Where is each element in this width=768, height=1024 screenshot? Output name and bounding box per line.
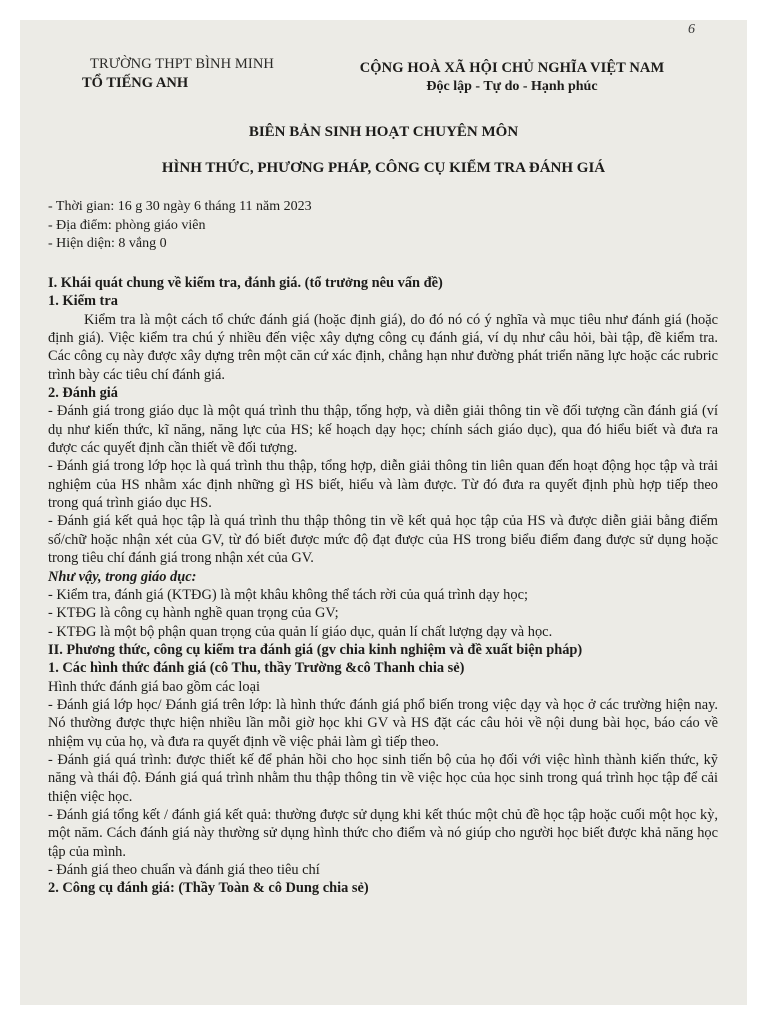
conclusion-item: - KTĐG là một bộ phận quan trọng của quản lí giáo dục, quản lí chất lượng dạy và học. bbox=[48, 623, 553, 640]
section-2-heading: II. Phương thức, công cụ kiểm tra đánh giá (gv chia kinh nghiệm và đề xuất biện pháp) bbox=[48, 641, 583, 658]
section-1-1-text: Kiểm tra là một cách tổ chức đánh giá (hoặc định giá), do đó nó có ý nghĩa và mục tiêu như đánh giá (hoặc định giá). Việc kiểm tra chú ý nhiều đến việc xây dựng công cụ đánh giá, ví dụ như câu hỏi, bài tập, đề kiểm tra. Các công cụ này được xây dựng trên một căn cứ xác định, chẳng hạn như đường phát triển năng lực hoặc các rubric trình bày các tiêu chí đánh giá. bbox=[48, 311, 718, 383]
document-header bbox=[20, 56, 747, 126]
national-motto: Độc lập - Tự do - Hạnh phúc bbox=[426, 79, 598, 94]
document-title: BIÊN BẢN SINH HOẠT CHUYÊN MÔN bbox=[248, 124, 519, 140]
section-1-1-heading: 1. Kiểm tra bbox=[48, 293, 118, 310]
section-1-2-paragraph: - Đánh giá trong giáo dục là một quá trình thu thập, tổng hợp, và diễn giải thông tin về đối tượng cần đánh giá (ví dụ như kiến thức, kĩ năng, năng lực của HS; kế hoạch dạy học; chính sách giáo dục), qua đó hiểu biết và đưa ra được các quyết định cần thiết về đối tượng. bbox=[48, 403, 718, 457]
document-page bbox=[20, 20, 747, 1005]
section-2-2-heading: 2. Công cụ đánh giá: (Thầy Toàn & cô Dung chia sẻ) bbox=[48, 880, 369, 897]
conclusion-heading: Như vậy, trong giáo dục: bbox=[48, 568, 197, 585]
page-number-handwritten: 6 bbox=[688, 22, 695, 37]
section-1-2-paragraph: - Đánh giá trong lớp học là quá trình thu thập, tổng hợp, diễn giải thông tin liên quan đến hoạt động học tập và trải nghiệm của HS nhằm xác định những gì HS biết, hiểu và làm được. Từ đó đưa ra quyết định phù hợp tiếp theo trong quá trình giáo dục HS. bbox=[48, 458, 718, 512]
meeting-time: - Thời gian: 16 g 30 ngày 6 tháng 11 năm 2023 bbox=[48, 199, 312, 214]
section-2-1-paragraph: - Đánh giá tổng kết / đánh giá kết quả: thường được sử dụng khi kết thúc một chủ đề học tập hoặc cuối một học kỳ, một năm. Cách đánh giá này thường sử dụng hình thức cho điểm và nó giúp cho người học biết được khả năng học tập của mình. bbox=[48, 806, 718, 860]
section-2-1-paragraph: - Đánh giá quá trình: được thiết kế để phản hồi cho học sinh tiến bộ của họ đối với việc hình thành kiến thức, kỹ năng và thái độ. Đánh giá quá trình nhằm thu thập thông tin về việc học của học sinh trong quá trình học tập để cải thiện việc học. bbox=[48, 751, 718, 805]
section-1-heading: I. Khái quát chung về kiểm tra, đánh giá. (tổ trưởng nêu vấn đề) bbox=[48, 275, 443, 291]
department-name: TỔ TIẾNG ANH bbox=[82, 75, 189, 91]
section-2-1-paragraph: - Đánh giá lớp học/ Đánh giá trên lớp: là hình thức đánh giá phổ biến trong việc dạy và học ở các trường hiện nay. Nó thường được thực hiện nhiều lần mỗi giờ học khi GV và HS đặt các câu hỏi về nội dung bài học, báo cáo về nhiệm vụ của họ, và đưa ra quyết định về việc phải làm gì tiếp theo. bbox=[48, 696, 718, 750]
meeting-place: - Địa điểm: phòng giáo viên bbox=[48, 217, 206, 233]
section-1-2-paragraph: - Đánh giá kết quả học tập là quá trình thu thập thông tin về kết quả học tập của HS và được diễn giải bằng điểm số/chữ hoặc nhận xét của GV, từ đó biết được mức độ đạt được của HS trong biểu điểm đang được sử dụng hoặc trong tiêu chí đánh giá trong nhận xét của GV. bbox=[48, 513, 718, 567]
document-subtitle: HÌNH THỨC, PHƯƠNG PHÁP, CÔNG CỤ KIỂM TRA ĐÁNH GIÁ bbox=[161, 160, 606, 176]
conclusion-item: - KTĐG là công cụ hành nghề quan trọng của GV; bbox=[48, 605, 339, 622]
section-2-1-intro: Hình thức đánh giá bao gồm các loại bbox=[48, 678, 261, 695]
document-body bbox=[48, 274, 718, 898]
section-2-1-paragraph: - Đánh giá theo chuẩn và đánh giá theo tiêu chí bbox=[48, 862, 320, 878]
conclusion-item: - Kiểm tra, đánh giá (KTĐG) là một khâu không thể tách rời của quá trình dạy học; bbox=[48, 586, 528, 603]
school-name: TRƯỜNG THPT BÌNH MINH bbox=[89, 56, 274, 72]
meeting-attendance: - Hiện diện: 8 vắng 0 bbox=[48, 236, 167, 251]
national-title: CỘNG HOÀ XÃ HỘI CHỦ NGHĨA VIỆT NAM bbox=[359, 60, 665, 76]
section-1-2-heading: 2. Đánh giá bbox=[48, 385, 118, 402]
header-left bbox=[52, 56, 312, 92]
header-right bbox=[342, 60, 682, 95]
meeting-info bbox=[48, 198, 312, 254]
section-2-1-heading: 1. Các hình thức đánh giá (cô Thu, thầy Trường &cô Thanh chia sẻ) bbox=[48, 660, 465, 677]
